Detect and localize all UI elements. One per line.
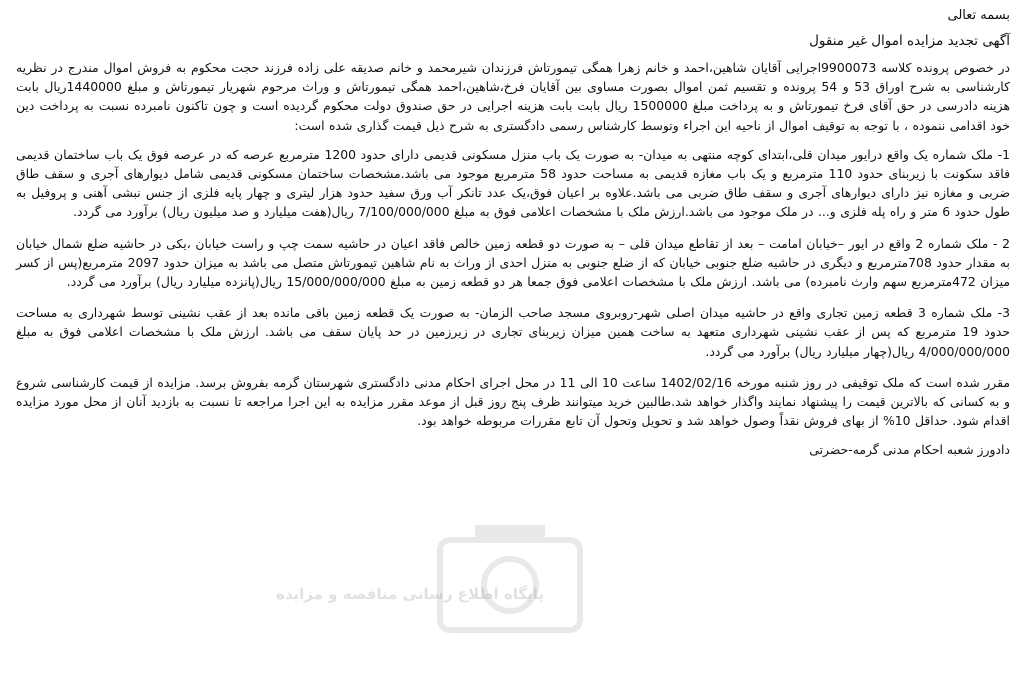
property-item-3: 3- ملک شماره 3 قطعه زمین تجاری واقع در حاشیه میدان اصلی شهر-روبروی مسجد صاحب الزمان- به صورت یک قطعه زمین باقی مانده بعد از عقب نشینی توسط شهرداری به مساحت حدود 19 مترمربع که پس از عقب نشینی شهرداری متعهد به ساخت همین میزان زیربنای تجاری در زیرزمین در حد پایان سقف می باشد. ارزش ملک با مشخصات اعلامی فوق به مبلغ 4/000/000/000 ریال(چهار میلیارد ریال) برآورد می گردد. [16,305,1010,359]
property-item-2: 2 - ملک شماره 2 واقع در ایور –خیابان امامت – بعد از تقاطع میدان قلی – به صورت دو قطعه زمین خالص فاقد اعیان در حاشیه سمت چپ و راست خیابان ،یکی در حاشیه ضلع شمال خیابان به مقدار حدود 708مترمربع و دیگری در حاشیه ضلع جنوبی خیابان که از ضلع جنوبی به منزل احدی از وراث به نام شاهین تیمورتاش متصل می باشد به میزان حدود 2097 مترمربع(پس از کسر میزان 472مترمربع سهم وارث نامبرده) می باشد. ارزش ملک با مشخصات اعلامی فوق جمعا هر دو قطعه زمین به مبلغ 15/000/000/000 ریال(پانزده میلیارد ریال) برآورد می گردد. [16,235,1010,290]
basmala: بسمه تعالی [947,8,1010,23]
intro-paragraph: در خصوص پرونده کلاسه 9900073اجرایی آقایان شاهین،احمد و خانم زهرا همگی تیمورتاش فرزندان شیرمحمد و خانم صدیقه علی زاده فرزند حجت محکوم به فروش اموال مندرج در نظریه کارشناسی به شرح اوراق 53 و 54 پرونده و تقسیم ثمن اموال بصورت مساوی بین آقایان فرخ،شاهین،احمد همگی تیمورتاش و وراث مرحوم شهریار تیمورتاش و مبلغ 1440000ریال بابت هزینه دادرسی در حق آقای فرخ تیمورتاش و به پرداخت مبلغ 1500000 ریال بابت بابت هزینه اجرایی در حق صندوق دولت محکوم گردیده است و چون تاکنون نامبرده نسبت به پرداخت دین خود اقدامی ننموده ، با توجه به توقیف اموال از ناحیه این اجراء وتوسط کارشناس رسمی دادگستری به شرح ذیل قیمت گذاری شده است: [16,60,1011,133]
closing-paragraph: مقرر شده است که ملک توقیفی در روز شنبه مورخه 1402/02/16 ساعت 10 الی 11 در محل اجرای احکام مدنی دادگستری شهرستان گرمه بفروش برسد. مزایده از قیمت کارشناسی شروع و به کسانی که بالاترین قیمت را پیشنهاد نمایند واگذار خواهد شد.طالبین خرید میتوانند ظرف پنج روز قبل از موعد مقرر مزایده به این اجرا مراجعه تا نسبت به بازدید آنان از محل مورد مزایده اقدام شود. حداقل 10% از بهای فروش نقداً وصول خواهد شد و تحویل وتحول آن تابع مقررات مربوطه خواهد بود. [16,374,1010,429]
signature-line: دادورز شعبه احکام مدنی گرمه-حضرتی [809,442,1010,458]
watermark-text: پایگاه اطلاع رسانی مناقصه و مزایده [276,585,544,603]
property-item-1: 1- ملک شماره یک واقع درایور میدان قلی،ابتدای کوچه منتهی به میدان- به صورت یک باب منزل مسکونی قدیمی دارای حدود 1200 مترمربع عرصه که در عرصه فوق یک باب ساختمان قدیمی فاقد سکونت با زیربنای حدود 110 مترمربع و یک باب مغازه قدیمی به مساحت حدود 58 مترمربع موجود می باشد.مشخصات ساختمان مسکونی قدیمی شامل دیوارهای آجری و سقف طاق ضربی و مغازه نیز دارای دیوارهای آجری و سقف طاق ضربی می باشد.علاوه بر اعیان فوق،یک عدد تانکر آب ورق سفید حدود هزار لیتری و چهار پایه فلزی از جنس نبشی آهنی و پروفیل به طول حدود 6 متر و راه پله فلزی و... در ملک موجود می باشد.ارزش ملک با مشخصات اعلامی فوق به مبلغ 7/100/000/000 ریال(هفت میلیارد و صد میلیون ریال) برآورد می گردد. [16,146,1010,220]
notice-title: آگهی تجدید مزایده اموال غیر منقول [809,33,1010,49]
